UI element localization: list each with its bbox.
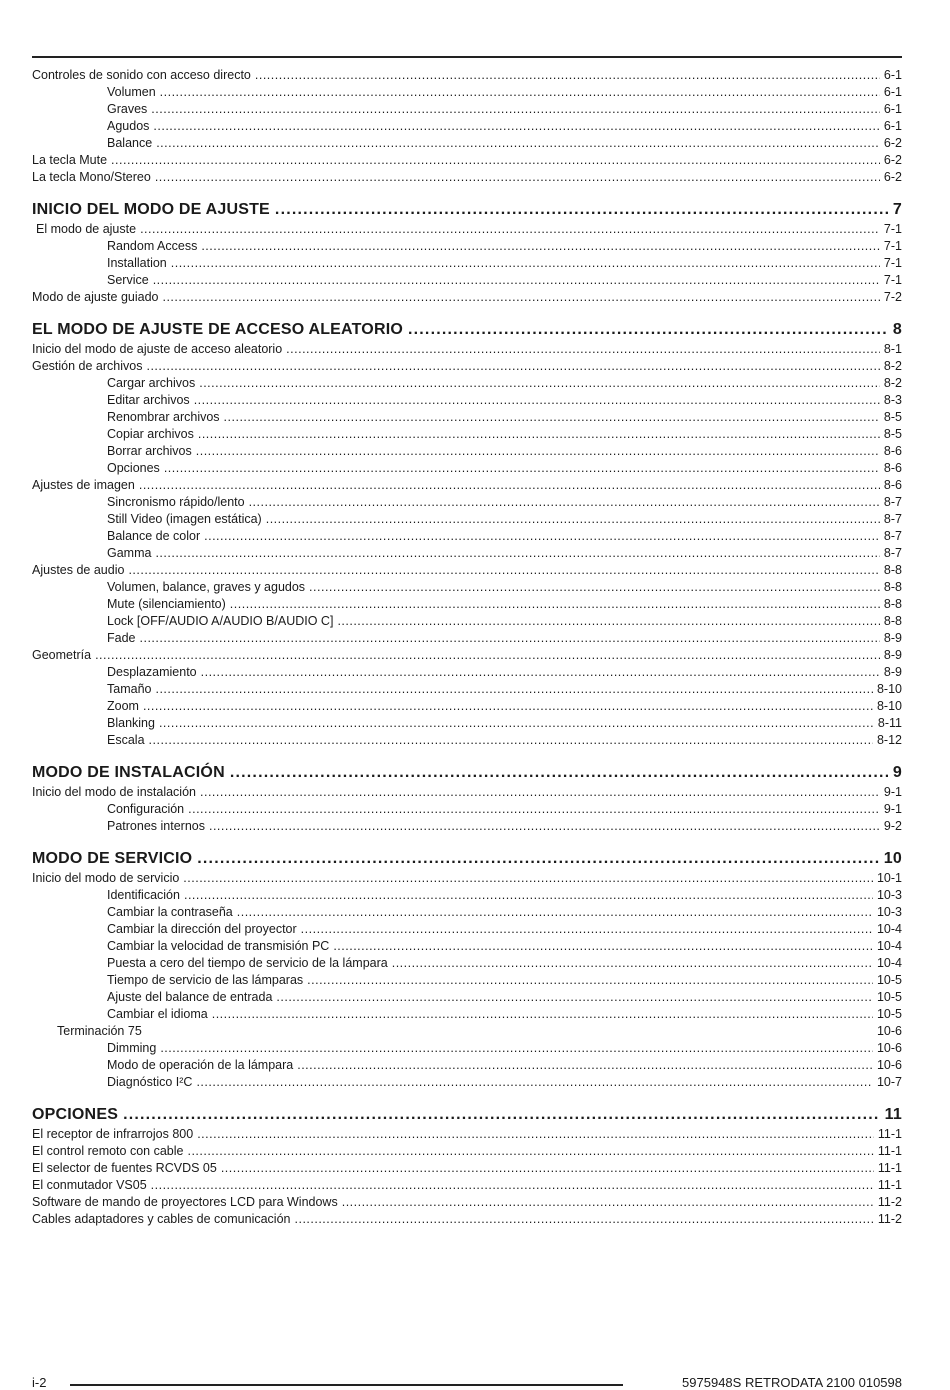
- entry-label: Puesta a cero del tiempo de servicio de la lámpara: [107, 956, 388, 970]
- page-ref: 8-8: [883, 597, 902, 611]
- toc-chapter-heading[interactable]: [32, 196, 902, 220]
- page-ref: 6-1: [883, 85, 902, 99]
- entry-label: Fade: [107, 631, 136, 645]
- dot-leader: [196, 444, 880, 459]
- toc-entry[interactable]: [32, 134, 902, 151]
- toc-entry[interactable]: [32, 1159, 902, 1176]
- entry-label: Cambiar la dirección del proyector: [107, 922, 297, 936]
- dot-leader: [151, 102, 880, 117]
- dot-leader: [221, 1161, 874, 1176]
- entry-label: Software de mando de proyectores LCD para Windows: [32, 1195, 338, 1209]
- toc-entry[interactable]: [32, 288, 902, 305]
- entry-label: Configuración: [107, 802, 185, 816]
- entry-label: La tecla Mute: [32, 153, 108, 167]
- dot-leader: [230, 763, 888, 783]
- toc-entry[interactable]: [32, 1005, 902, 1022]
- entry-label: El conmutador VS05: [32, 1178, 147, 1192]
- toc-entry[interactable]: [32, 817, 902, 834]
- chapter-title: MODO DE INSTALACIÓN: [32, 764, 225, 781]
- toc-entry[interactable]: [32, 1073, 902, 1090]
- toc-entry[interactable]: [32, 578, 902, 595]
- dot-leader: [297, 1058, 873, 1073]
- page-ref: 8-7: [883, 495, 902, 509]
- toc-entry[interactable]: [32, 988, 902, 1005]
- entry-label: Mute (silenciamiento): [107, 597, 226, 611]
- dot-leader: [204, 529, 880, 544]
- entry-label: Ajustes de imagen: [32, 478, 135, 492]
- dot-leader: [160, 1041, 873, 1056]
- toc-entry[interactable]: [32, 612, 902, 629]
- entry-label: Identificación: [107, 888, 180, 902]
- entry-label: Ajustes de audio: [32, 563, 125, 577]
- section-gap: [32, 1090, 902, 1101]
- dot-leader: [201, 665, 880, 680]
- dot-leader: [333, 939, 873, 954]
- page-ref: 8-6: [883, 478, 902, 492]
- dot-leader: [140, 222, 880, 237]
- entry-label: Copiar archivos: [107, 427, 194, 441]
- toc-entry[interactable]: [32, 117, 902, 134]
- dot-leader: [224, 410, 880, 425]
- toc-entry[interactable]: [32, 1039, 902, 1056]
- toc-entry[interactable]: [32, 271, 902, 288]
- entry-label: Service: [107, 273, 149, 287]
- page-ref: 9-2: [883, 819, 902, 833]
- page-ref: 8-7: [883, 512, 902, 526]
- toc-entry[interactable]: [32, 971, 902, 988]
- entry-label: Desplazamiento: [107, 665, 197, 679]
- section-gap: [32, 748, 902, 759]
- toc-entry[interactable]: [32, 391, 902, 408]
- entry-label: Modo de operación de la lámpara: [107, 1058, 294, 1072]
- chapter-title: EL MODO DE AJUSTE DE ACCESO ALEATORIO: [32, 321, 403, 338]
- entry-label: Dimming: [107, 1041, 157, 1055]
- chapter-title: OPCIONES: [32, 1106, 119, 1123]
- toc-entry[interactable]: [32, 937, 902, 954]
- toc-entry[interactable]: [32, 168, 902, 185]
- page-ref: 10-4: [876, 922, 902, 936]
- entry-label: Volumen, balance, graves y agudos: [107, 580, 306, 594]
- toc-entry[interactable]: [32, 1176, 902, 1193]
- dot-leader: [337, 614, 879, 629]
- toc-entry[interactable]: [32, 544, 902, 561]
- toc-entry[interactable]: [32, 646, 902, 663]
- page-ref: 8-11: [877, 716, 902, 730]
- page-ref: 11-1: [877, 1178, 902, 1192]
- entry-label: Cambiar el idioma: [107, 1007, 208, 1021]
- page-ref: 11-1: [877, 1127, 902, 1141]
- dot-leader: [164, 461, 880, 476]
- entry-label: Still Video (imagen estática): [107, 512, 262, 526]
- page-ref: 10-6: [876, 1024, 902, 1038]
- page-ref: 8-3: [883, 393, 902, 407]
- page-ref: 7-1: [883, 239, 902, 253]
- entry-label: Ajuste del balance de entrada: [107, 990, 273, 1004]
- toc-entry[interactable]: [32, 954, 902, 971]
- page-ref: 8-1: [883, 342, 902, 356]
- entry-label: Patrones internos: [107, 819, 205, 833]
- dot-leader: [230, 597, 880, 612]
- page-ref: 6-1: [883, 68, 902, 82]
- dot-leader: [197, 1127, 874, 1142]
- entry-label: Tamaño: [107, 682, 152, 696]
- toc-entry[interactable]: [32, 1193, 902, 1210]
- toc-entry[interactable]: [32, 493, 902, 510]
- page-ref: 6-2: [883, 170, 902, 184]
- section-gap: [32, 834, 902, 845]
- page-ref: 8-8: [883, 580, 902, 594]
- entry-label: Balance: [107, 136, 153, 150]
- section-gap: [32, 305, 902, 316]
- entry-label: Sincronismo rápido/lento: [107, 495, 245, 509]
- page-ref: 8-9: [883, 631, 902, 645]
- entry-label: Cargar archivos: [107, 376, 196, 390]
- dot-leader: [155, 682, 872, 697]
- entry-label: Inicio del modo de servicio: [32, 871, 180, 885]
- entry-label: Renombrar archivos: [107, 410, 220, 424]
- page-ref: 11-1: [877, 1161, 902, 1175]
- page-ref: 8-12: [876, 733, 902, 747]
- entry-label: Editar archivos: [107, 393, 190, 407]
- dot-leader: [153, 273, 880, 288]
- dot-leader: [149, 733, 873, 748]
- dot-leader: [237, 905, 873, 920]
- toc-entry[interactable]: [32, 783, 902, 800]
- dot-leader: [111, 153, 880, 168]
- dot-leader: [139, 478, 880, 493]
- toc-chapter-heading[interactable]: [32, 1101, 902, 1125]
- page-ref: 8-10: [876, 682, 902, 696]
- entry-label: Tiempo de servicio de las lámparas: [107, 973, 304, 987]
- dot-leader: [201, 239, 880, 254]
- dot-leader: [286, 342, 880, 357]
- dot-leader: [309, 580, 880, 595]
- dot-leader: [159, 716, 874, 731]
- dot-leader: [184, 888, 873, 903]
- toc-entry[interactable]: [32, 680, 902, 697]
- toc-entry[interactable]: [32, 663, 902, 680]
- page-ref: 7-1: [883, 222, 902, 236]
- dot-leader: [151, 1178, 874, 1193]
- toc-entry[interactable]: [32, 254, 902, 271]
- entry-label: Cambiar la contraseña: [107, 905, 233, 919]
- dot-leader: [307, 973, 873, 988]
- toc-entry[interactable]: [32, 151, 902, 168]
- page-ref: 6-2: [883, 136, 902, 150]
- toc-entry[interactable]: [32, 340, 902, 357]
- toc-entry[interactable]: [32, 100, 902, 117]
- dot-leader: [183, 871, 873, 886]
- entry-label: Borrar archivos: [107, 444, 192, 458]
- toc-entry[interactable]: [32, 425, 902, 442]
- entry-label: Inicio del modo de ajuste de acceso aleatorio: [32, 342, 283, 356]
- toc-entry[interactable]: [32, 595, 902, 612]
- dot-leader: [199, 376, 880, 391]
- page-ref: 10-4: [876, 939, 902, 953]
- dot-leader: [408, 320, 888, 340]
- page-ref: 7-2: [883, 290, 902, 304]
- entry-label: Geometría: [32, 648, 92, 662]
- toc-chapter-heading[interactable]: [32, 759, 902, 783]
- entry-label: Opciones: [107, 461, 160, 475]
- dot-leader: [255, 68, 880, 83]
- dot-leader: [146, 359, 879, 374]
- dot-leader: [171, 256, 880, 271]
- toc-entry[interactable]: [32, 510, 902, 527]
- dot-leader: [197, 849, 879, 869]
- page-ref: 8-10: [876, 699, 902, 713]
- entry-label: Blanking: [107, 716, 155, 730]
- page-ref: 10-5: [876, 1007, 902, 1021]
- toc-entry[interactable]: [32, 1125, 902, 1142]
- page-ref: 10-3: [876, 905, 902, 919]
- page-ref: 10-3: [876, 888, 902, 902]
- dot-leader: [156, 136, 880, 151]
- toc-chapter-heading[interactable]: [32, 316, 902, 340]
- entry-label: Cambiar la velocidad de transmisión PC: [107, 939, 330, 953]
- toc-entry[interactable]: [32, 459, 902, 476]
- entry-label: Volumen: [107, 85, 156, 99]
- toc-entry[interactable]: [32, 1210, 902, 1227]
- page-ref: 8-8: [883, 614, 902, 628]
- entry-label: El modo de ajuste: [36, 222, 137, 236]
- toc-entry[interactable]: [32, 1142, 902, 1159]
- toc-entry[interactable]: [32, 697, 902, 714]
- page-ref: 9-1: [883, 802, 902, 816]
- toc-entry[interactable]: [32, 903, 902, 920]
- entry-label: Diagnóstico I²C: [107, 1075, 193, 1089]
- toc-entry[interactable]: [32, 629, 902, 646]
- entry-label: Zoom: [107, 699, 139, 713]
- entry-label: Escala: [107, 733, 145, 747]
- page-ref: 8-6: [883, 444, 902, 458]
- page-ref: 10: [883, 850, 902, 867]
- page-ref: 10-6: [876, 1041, 902, 1055]
- page-ref: 11-2: [877, 1212, 902, 1226]
- dot-leader: [143, 699, 873, 714]
- dot-leader: [128, 563, 879, 578]
- entry-label: Graves: [107, 102, 148, 116]
- toc-entry[interactable]: [32, 374, 902, 391]
- toc-entry[interactable]: [32, 731, 902, 748]
- page-footer: [0, 1375, 950, 1388]
- dot-leader: [153, 119, 880, 134]
- toc-entry[interactable]: [32, 66, 902, 83]
- page-ref: 10-5: [876, 973, 902, 987]
- entry-label: El control remoto con cable: [32, 1144, 184, 1158]
- toc-entry[interactable]: [32, 357, 902, 374]
- page-ref: 6-1: [883, 102, 902, 116]
- page-ref: 6-1: [883, 119, 902, 133]
- dot-leader: [275, 200, 888, 220]
- page-ref: 8-5: [883, 427, 902, 441]
- page-ref: 8-9: [883, 665, 902, 679]
- entry-label: Inicio del modo de instalación: [32, 785, 196, 799]
- dot-leader: [200, 785, 880, 800]
- dot-leader: [212, 1007, 873, 1022]
- entry-label: Modo de ajuste guiado: [32, 290, 159, 304]
- page-ref: 9: [892, 764, 902, 781]
- page-ref: 10-1: [876, 871, 902, 885]
- entry-label: El receptor de infrarrojos 800: [32, 1127, 194, 1141]
- entry-label: Controles de sonido con acceso directo: [32, 68, 251, 82]
- entry-label: Agudos: [107, 119, 150, 133]
- toc-entry[interactable]: [32, 561, 902, 578]
- toc-entry[interactable]: [32, 408, 902, 425]
- dot-leader: [162, 290, 879, 305]
- footer-document-id: 5975948S RETRODATA 2100 010598: [682, 1375, 902, 1390]
- dot-leader: [209, 819, 880, 834]
- toc-entry[interactable]: [32, 83, 902, 100]
- page-ref: 7-1: [883, 256, 902, 270]
- page-ref: 8-5: [883, 410, 902, 424]
- dot-leader: [123, 1105, 880, 1125]
- dot-leader: [196, 1075, 873, 1090]
- dot-leader: [188, 802, 880, 817]
- page-ref: 8-8: [883, 563, 902, 577]
- toc-entry[interactable]: [32, 442, 902, 459]
- toc-entry[interactable]: [32, 237, 902, 254]
- dot-leader: [95, 648, 880, 663]
- page-ref: 6-2: [883, 153, 902, 167]
- toc-entry[interactable]: [32, 714, 902, 731]
- table-of-contents: [32, 66, 902, 1227]
- toc-entry[interactable]: [32, 1022, 902, 1039]
- toc-entry[interactable]: [32, 886, 902, 903]
- toc-entry[interactable]: [32, 220, 902, 237]
- page-ref: 10-6: [876, 1058, 902, 1072]
- top-rule: [32, 56, 902, 58]
- entry-label: Random Access: [107, 239, 198, 253]
- dot-leader: [249, 495, 880, 510]
- chapter-title: INICIO DEL MODO DE AJUSTE: [32, 201, 270, 218]
- toc-chapter-heading[interactable]: [32, 845, 902, 869]
- dot-leader: [155, 170, 880, 185]
- page-ref: 10-5: [876, 990, 902, 1004]
- page-ref: 11: [884, 1106, 902, 1123]
- page-ref: 11-2: [877, 1195, 902, 1209]
- dot-leader: [276, 990, 873, 1005]
- footer-page-number: i-2: [32, 1375, 47, 1390]
- dot-leader: [194, 393, 880, 408]
- dot-leader: [160, 85, 880, 100]
- page-ref: 10-4: [876, 956, 902, 970]
- dot-leader: [266, 512, 880, 527]
- toc-entry[interactable]: [32, 1056, 902, 1073]
- entry-label: Balance de color: [107, 529, 201, 543]
- page-ref: 9-1: [883, 785, 902, 799]
- toc-entry[interactable]: [32, 800, 902, 817]
- dot-leader: [140, 631, 880, 646]
- footer-rule: [70, 1384, 623, 1386]
- page-ref: 8: [892, 321, 902, 338]
- page-ref: 7: [892, 201, 902, 218]
- section-gap: [32, 185, 902, 196]
- entry-label: La tecla Mono/Stereo: [32, 170, 151, 184]
- toc-entry[interactable]: [32, 920, 902, 937]
- page-ref: 8-7: [883, 546, 902, 560]
- chapter-title: MODO DE SERVICIO: [32, 850, 193, 867]
- entry-label: Gestión de archivos: [32, 359, 143, 373]
- entry-label: Terminación 75: [57, 1024, 142, 1038]
- dot-leader: [392, 956, 873, 971]
- toc-entry[interactable]: [32, 476, 902, 493]
- entry-label: Cables adaptadores y cables de comunicación: [32, 1212, 291, 1226]
- dot-leader: [301, 922, 873, 937]
- entry-label: Installation: [107, 256, 167, 270]
- dot-leader: [198, 427, 880, 442]
- page-ref: 7-1: [883, 273, 902, 287]
- entry-label: Gamma: [107, 546, 152, 560]
- dot-leader: [155, 546, 879, 561]
- page-ref: 10-7: [876, 1075, 902, 1089]
- dot-leader: [342, 1195, 874, 1210]
- page-ref: 8-2: [883, 359, 902, 373]
- page-ref: 11-1: [877, 1144, 902, 1158]
- page-ref: 8-7: [883, 529, 902, 543]
- dot-leader: [295, 1212, 874, 1227]
- toc-entry[interactable]: [32, 527, 902, 544]
- entry-label: El selector de fuentes RCVDS 05: [32, 1161, 217, 1175]
- dot-leader: [146, 1024, 873, 1039]
- page-ref: 8-9: [883, 648, 902, 662]
- entry-label: Lock [OFF/AUDIO A/AUDIO B/AUDIO C]: [107, 614, 334, 628]
- toc-entry[interactable]: [32, 869, 902, 886]
- page-ref: 8-2: [883, 376, 902, 390]
- page-ref: 8-6: [883, 461, 902, 475]
- dot-leader: [187, 1144, 873, 1159]
